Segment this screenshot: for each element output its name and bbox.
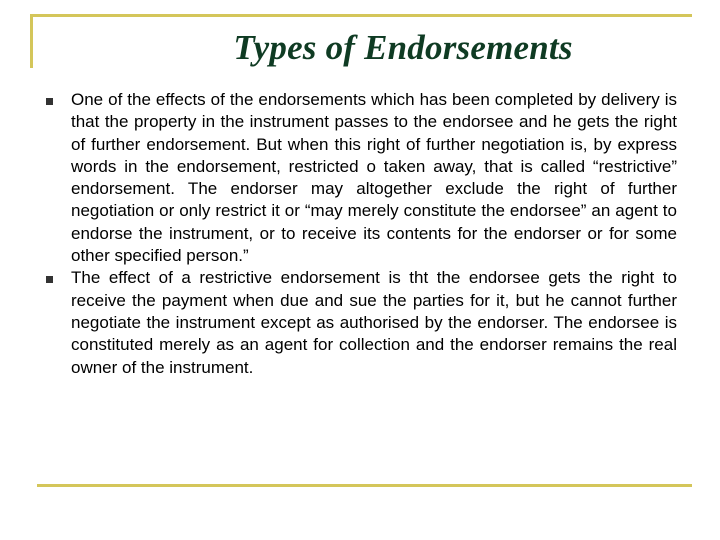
bullet-text: One of the effects of the endorsements which has been completed by delivery is that the property in the instrument passes to the endorsee and he gets the right of further endorsement. But when this right of further negotiation is, by express words in the endorsement, restricted o taken away, that is called “restrictive” endorsement. The endorser may altogether exclude the right of further negotiation or only restrict it or “may merely constitute the endorsee” an agent to endorse the instrument, or to receive its contents for the endorser or for some other specified person.” — [71, 90, 677, 266]
slide-title: Types of Endorsements — [233, 28, 573, 67]
square-bullet-icon — [46, 98, 53, 105]
bullet-item — [40, 89, 677, 267]
square-bullet-icon — [46, 276, 53, 283]
bottom-divider — [37, 484, 692, 487]
bullet-item — [40, 267, 677, 378]
top-divider — [30, 14, 692, 17]
bullet-list — [40, 89, 677, 379]
bullet-text: The effect of a restrictive endorsement is tht the endorsee gets the right to receive the payment when due and sue the parties for it, but he cannot further negotiate the instrument except as authorised by the endorser. The endorsee is constituted merely as an agent for collection and the endorser remains the real owner of the instrument. — [71, 268, 677, 377]
